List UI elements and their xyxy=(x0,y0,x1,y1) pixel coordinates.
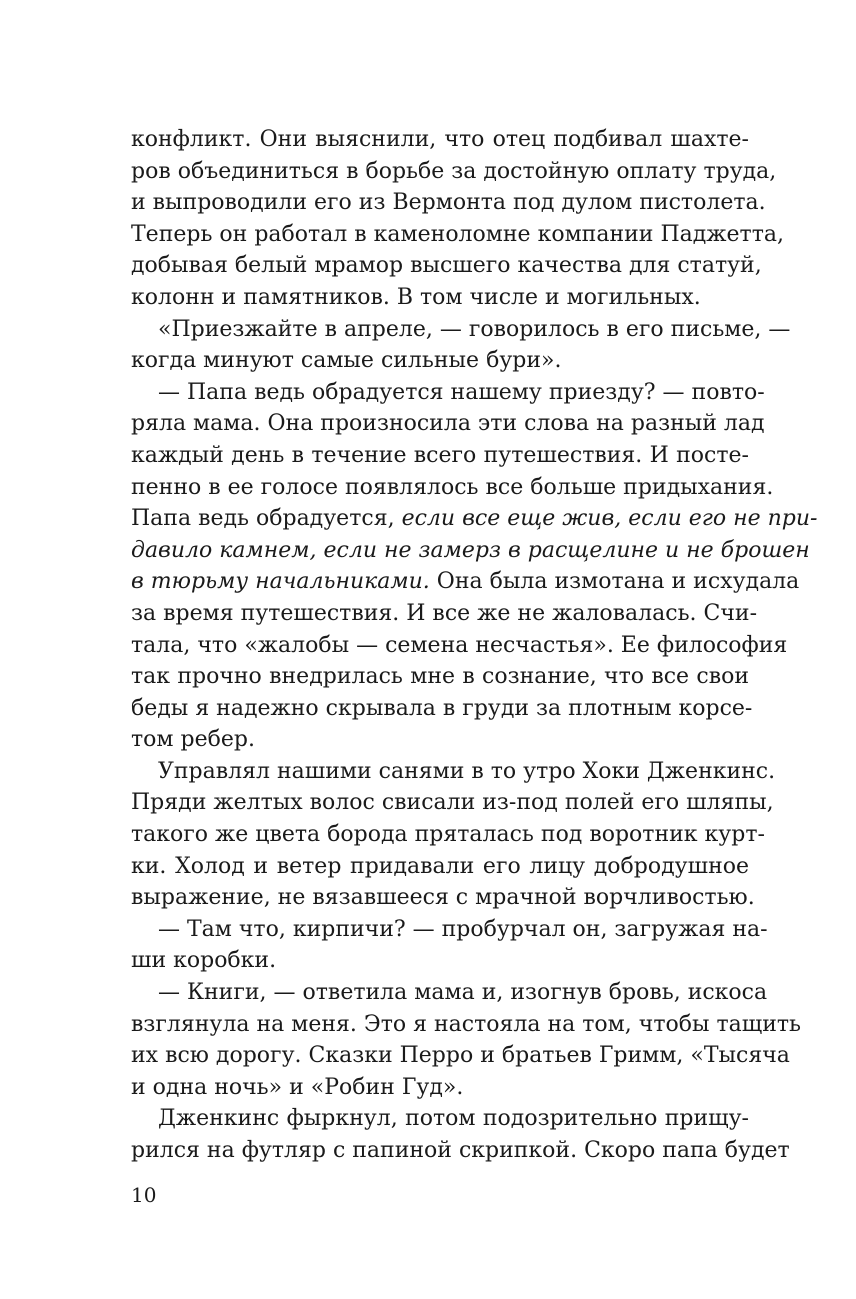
text-line: беды я надежно скрывала в груди за плотным корсе- xyxy=(131,695,753,721)
text-line: Пряди желтых волос свисали из-под полей его шляпы, xyxy=(131,790,774,816)
text-line: каждый день в течение всего путешествия. И посте- xyxy=(131,442,749,468)
text-line: — Там что, кирпичи? — пробурчал он, загружая на- xyxy=(158,916,768,942)
italic-fragment: в тюрьму начальниками. xyxy=(131,569,430,595)
page-number: 10 xyxy=(131,1183,157,1207)
text-line: пенно в ее голосе появлялось все больше придыхания. xyxy=(131,474,774,500)
text-line: — Книги, — ответила мама и, изогнув бровь, искоса xyxy=(158,980,768,1006)
text-line: колонн и памятников. В том числе и могильных. xyxy=(131,284,701,310)
text-line: ши коробки. xyxy=(131,948,277,974)
text-line: такого же цвета борода пряталась под воротник курт- xyxy=(131,822,765,848)
text-line: за время путешествия. И все же не жаловалась. Счи- xyxy=(131,600,758,626)
text-line: рился на футляр с папиной скрипкой. Скоро папа будет xyxy=(131,1138,790,1163)
text-line: ки. Холод и ветер придавали его лицу добродушное xyxy=(131,853,749,879)
italic-fragment: давило камнем, если не замерз в расщелине и не брошен xyxy=(131,537,810,563)
italic-fragment: если все еще жив, если его не при- xyxy=(401,506,818,532)
text-line: том ребер. xyxy=(131,727,255,753)
text-line: тала, что «жалобы — семена несчастья». Ее философия xyxy=(131,632,788,658)
text-line: и одна ночь» и «Робин Гуд». xyxy=(131,1074,464,1100)
text-fragment: Она была измотана и исхудала xyxy=(436,569,800,595)
text-line: ряла мама. Она произносила эти слова на разный лад xyxy=(131,411,765,437)
text-fragment: Папа ведь обрадуется, xyxy=(131,506,395,532)
text-line: Управлял нашими санями в то утро Хоки Дженкинс. xyxy=(158,758,776,784)
body-text xyxy=(131,124,818,1167)
text-line: так прочно внедрилась мне в сознание, что все свои xyxy=(131,664,749,690)
text-line: выражение, не вязавшееся с мрачной ворчливостью. xyxy=(131,885,755,911)
text-line: конфликт. Они выяснили, что отец подбивал шахте- xyxy=(131,127,749,152)
text-line xyxy=(131,503,818,535)
text-line: их всю дорогу. Сказки Перро и братьев Гримм, «Тысяча xyxy=(131,1043,790,1069)
text-line xyxy=(131,566,800,598)
text-line: ров объединиться в борьбе за достойную оплату труда, xyxy=(131,158,777,184)
text-line: взглянула на меня. Это я настояла на том, чтобы тащить xyxy=(131,1011,802,1037)
text-line: — Папа ведь обрадуется нашему приезду? — повто- xyxy=(158,379,765,405)
text-line: Дженкинс фыркнул, потом подозрительно прищу- xyxy=(158,1106,749,1132)
text-line: и выпроводили его из Вермонта под дулом пистолета. xyxy=(131,190,766,216)
text-line: Теперь он работал в каменоломне компании Паджетта, xyxy=(131,221,784,247)
text-line: «Приезжайте в апреле, — говорилось в его письме, — xyxy=(158,316,791,342)
text-line xyxy=(131,535,810,567)
text-line: добывая белый мрамор высшего качества для статуй, xyxy=(131,253,762,279)
text-line: когда минуют самые сильные бури». xyxy=(131,348,562,374)
